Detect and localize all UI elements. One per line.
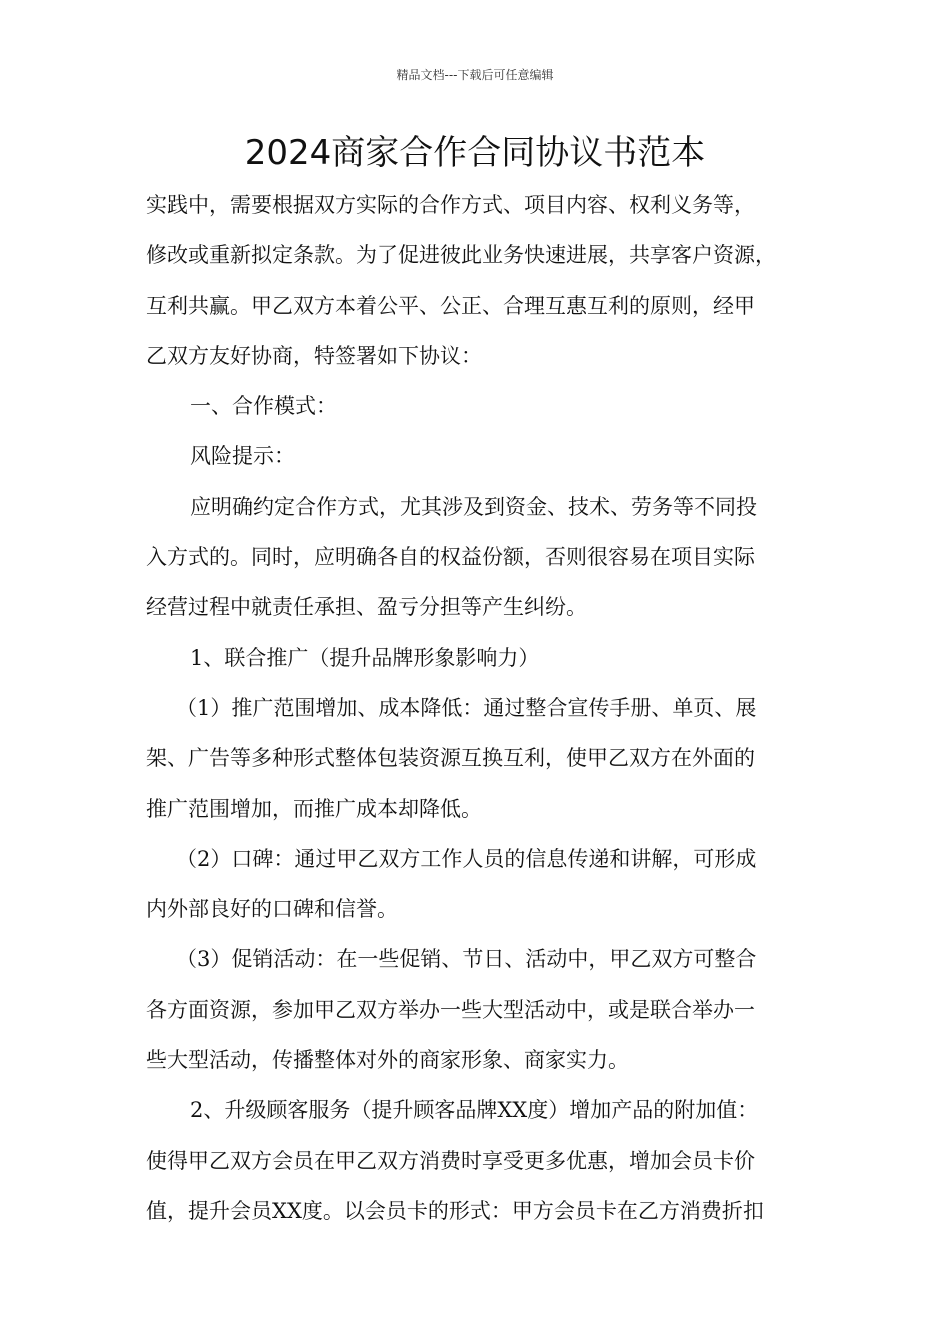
subsection-heading: 1、联合推广（提升品牌形象影响力） bbox=[190, 645, 540, 670]
paragraph-line: 些大型活动，传播整体对外的商家形象、商家实力。 bbox=[146, 1048, 629, 1073]
paragraph-line: 修改或重新拟定条款。为了促进彼此业务快速进展，共享客户资源， bbox=[146, 243, 776, 268]
paragraph-line: 使得甲乙双方会员在甲乙双方消费时享受更多优惠，增加会员卡价 bbox=[146, 1148, 755, 1173]
list-item: （2）口碑：通过甲乙双方工作人员的信息传递和讲解，可形成 bbox=[176, 846, 757, 871]
subsection-heading: 2、升级顾客服务（提升顾客品牌XX度）增加产品的附加值： bbox=[190, 1098, 759, 1123]
document-body bbox=[146, 180, 836, 1236]
paragraph-line: 乙双方友好协商，特签署如下协议： bbox=[146, 343, 482, 368]
risk-note-heading: 风险提示： bbox=[190, 444, 295, 469]
paragraph-line: 实践中，需要根据双方实际的合作方式、项目内容、权利义务等， bbox=[146, 193, 755, 217]
paragraph-line: 内外部良好的口碑和信誉。 bbox=[146, 897, 398, 922]
paragraph-line: 互利共赢。甲乙双方本着公平、公正、合理互惠互利的原则，经甲 bbox=[146, 293, 755, 318]
paragraph-line: 值，提升会员XX度。以会员卡的形式：甲方会员卡在乙方消费折扣 bbox=[146, 1198, 764, 1223]
section-heading: 一、合作模式： bbox=[190, 394, 337, 419]
paragraph-line: 架、广告等多种形式整体包装资源互换互利，使甲乙双方在外面的 bbox=[146, 746, 755, 771]
paragraph-line: 各方面资源，参加甲乙双方举办一些大型活动中，或是联合举办一 bbox=[146, 997, 755, 1022]
paragraph-line: 应明确约定合作方式，尤其涉及到资金、技术、劳务等不同投 bbox=[190, 494, 757, 519]
document-title: 2024商家合作合同协议书范本 bbox=[244, 133, 706, 173]
paragraph-line: 入方式的。同时，应明确各自的权益份额，否则很容易在项目实际 bbox=[146, 545, 755, 570]
page-header-note: 精品文档---下载后可任意编辑 bbox=[396, 68, 554, 82]
list-item: （1）推广范围增加、成本降低：通过整合宣传手册、单页、展 bbox=[176, 695, 757, 720]
paragraph-line: 经营过程中就责任承担、盈亏分担等产生纠纷。 bbox=[146, 595, 587, 620]
list-item: （3）促销活动：在一些促销、节日、活动中，甲乙双方可整合 bbox=[176, 947, 757, 972]
paragraph-line: 推广范围增加，而推广成本却降低。 bbox=[146, 796, 482, 821]
